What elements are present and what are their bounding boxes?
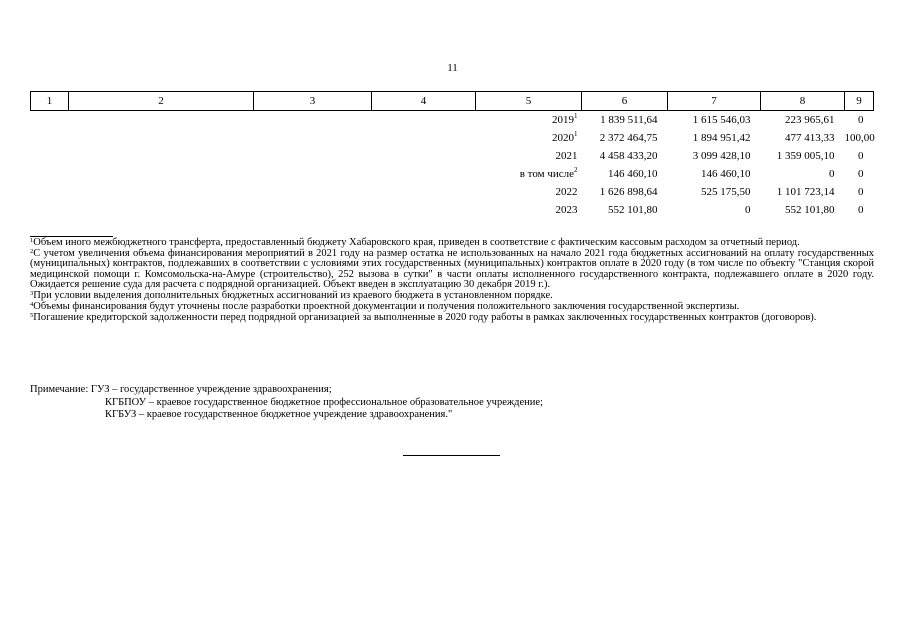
footnote: $^3$При условии выделения дополнительных бюджетных ассигнований из краевого бюджета в установленном порядке. <box>30 290 553 302</box>
column-number: 3 <box>254 92 372 111</box>
value-cell: 0 <box>829 168 835 180</box>
table-row <box>31 147 874 165</box>
column-number: 6 <box>582 92 668 111</box>
value-cell: 1 615 546,03 <box>692 114 751 126</box>
financing-table <box>30 91 874 219</box>
total-cell: 146 460,10 <box>608 168 658 180</box>
note-label: Примечание: <box>30 384 89 395</box>
column-number: 2 <box>69 92 254 111</box>
footnote: $^4$Объемы финансирования будут уточнены после разработки проектной документации и получения положительного заключения государственной экспертизы. <box>30 301 740 313</box>
year-cell: 2019$^1$ <box>552 112 578 126</box>
value-cell: 0 <box>745 204 751 216</box>
note-line: КГБПОУ – краевое государственное бюджетное профессиональное образовательное учреждение; <box>105 396 543 408</box>
column-number: 1 <box>31 92 69 111</box>
table-row <box>31 165 874 183</box>
table-row <box>31 111 874 130</box>
footnote-ref: 1 <box>574 130 578 138</box>
value-cell: 477 413,33 <box>785 132 835 144</box>
footnote: $^2$С учетом увеличения объема финансирования мероприятий в 2021 году на размер остатка не использованных на начало 2021 года бюджетных ассигнований на оплату государственных (муниципальных) контрактов, подлежавших в соответствии с условиями этих государственных (муниципальных) контрактов оплате в 2020 году (в том числе по объекту "Станция скорой медицинской помощи г. Комсомольска-на-Амуре (строительство), 252 вызова в сутки" в части оплаты исполненного государственного контракта, подлежавшего оплате в 2020 году. Ожидается решение суда для расчета с подрядной организацией. Объект введен в эксплуатацию 30 декабря 2019 г.). <box>30 248 874 290</box>
column-number: 4 <box>372 92 476 111</box>
value-cell: 0 <box>858 204 864 216</box>
total-cell: 4 458 433,20 <box>599 150 658 162</box>
year-cell: 2020$^1$ <box>552 130 578 144</box>
value-cell: 0 <box>858 150 864 162</box>
value-cell: 1 359 005,10 <box>776 150 835 162</box>
table-row <box>31 201 874 219</box>
footnote: $^1$Объем иного межбюджетного трансферта, предоставленный бюджету Хабаровского края, приведен в соответствие с фактическим кассовым расходом за отчетный период. <box>30 237 800 248</box>
column-number: 5 <box>476 92 582 111</box>
year-cell: 2022 <box>555 186 578 198</box>
end-separator <box>403 455 500 456</box>
footnotes <box>30 238 874 325</box>
value-cell: 100,00 <box>844 132 875 144</box>
year-cell: 2021 <box>555 150 578 162</box>
footnote: $^5$Погашение кредиторской задолженности перед подрядной организацией за выполненные в 2020 году работы в рамках заключенных государственных контрактов (договоров). <box>30 312 817 324</box>
total-cell: 2 372 464,75 <box>599 132 658 144</box>
value-cell: 552 101,80 <box>785 204 835 216</box>
footnote-ref: 2 <box>574 166 578 174</box>
value-cell: 3 099 428,10 <box>692 150 751 162</box>
footnote-ref: 1 <box>574 112 578 120</box>
year-cell: в том числе$^2$ <box>519 166 578 180</box>
value-cell: 0 <box>858 114 864 126</box>
total-cell: 1 839 511,64 <box>600 114 658 126</box>
value-cell: 1 101 723,14 <box>776 186 835 198</box>
note-line: ГУЗ – государственное учреждение здравоохранения; <box>90 384 332 395</box>
total-cell: 1 626 898,64 <box>599 186 658 198</box>
abbreviations-note <box>30 384 874 422</box>
total-cell: 552 101,80 <box>608 204 658 216</box>
table-row <box>31 183 874 201</box>
column-number-row <box>31 92 874 111</box>
value-cell: 0 <box>858 168 864 180</box>
page-number: 11 <box>447 62 458 74</box>
value-cell: 1 894 951,42 <box>692 132 751 144</box>
value-cell: 146 460,10 <box>701 168 751 180</box>
year-cell: 2023 <box>555 204 578 216</box>
note-line: КГБУЗ – краевое государственное бюджетное учреждение здравоохранения." <box>105 409 453 420</box>
value-cell: 223 965,61 <box>785 114 835 126</box>
value-cell: 525 175,50 <box>701 186 751 198</box>
column-number: 9 <box>845 92 874 111</box>
value-cell: 0 <box>858 186 864 198</box>
table-row <box>31 129 874 147</box>
column-number: 7 <box>668 92 761 111</box>
column-number: 8 <box>761 92 845 111</box>
